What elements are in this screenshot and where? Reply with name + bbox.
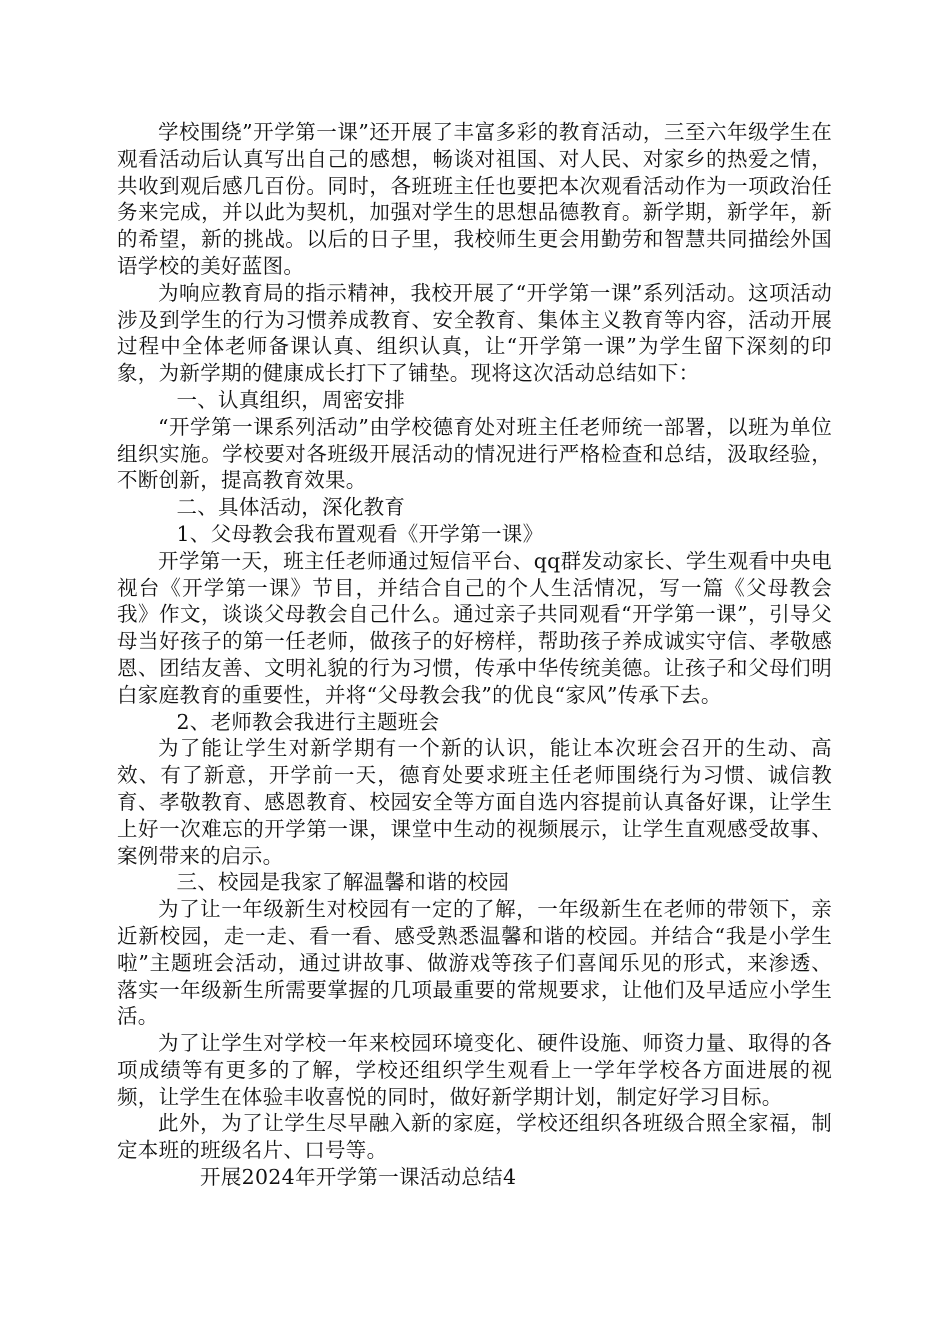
heading-section-3: 三、校园是我家了解温馨和谐的校园 <box>176 870 510 895</box>
paragraph-organization: “开学第一课系列活动”由学校德育处对班主任老师统一部署，以班为单位组织实施。学校要对各班级开展活动的情况进行严格检查和总结，汲取经验，不断创新，提高教育效果。 <box>117 414 832 493</box>
paragraph-response: 为响应教育局的指示精神，我校开展了“开学第一课”系列活动。这项活动涉及到学生的行为习惯养成教育、安全教育、集体主义教育等内容，活动开展过程中全体老师备课认真、组织认真，让“开学第一课”为学生留下深刻的印象，为新学期的健康成长打下了铺垫。现将这次活动总结如下： <box>117 280 832 386</box>
paragraph-class-photo: 此外，为了让学生尽早融入新的家庭，学校还组织各班级合照全家福，制定本班的班级名片、口号等。 <box>117 1111 832 1163</box>
heading-item-2: 2、老师教会我进行主题班会 <box>176 709 440 734</box>
paragraph-parents: 开学第一天，班主任老师通过短信平台、qq群发动家长、学生观看中央电视台《开学第一课》节目，并结合自己的个人生活情况，写一篇《父母教会我》作文，谈谈父母教会自己什么。通过亲子共同观看“开学第一课”，引导父母当好孩子的第一任老师，做孩子的好榜样，帮助孩子养成诚实守信、孝敬感恩、团结友善、文明礼貌的行为习惯，传承中华传统美德。让孩子和父母们明白家庭教育的重要性，并将“父母教会我”的优良“家风”传承下去。 <box>117 548 832 707</box>
paragraph-school-video: 为了让学生对学校一年来校园环境变化、硬件设施、师资力量、取得的各项成绩等有更多的了解，学校还组织学生观看上一学年学校各方面进展的视频，让学生在体验丰收喜悦的同时，做好新学期计划，制定好学习目标。 <box>117 1031 832 1109</box>
heading-item-1: 1、父母教会我布置观看《开学第一课》 <box>176 521 544 546</box>
paragraph-intro-activities: 学校围绕”开学第一课”还开展了丰富多彩的教育活动，三至六年级学生在观看活动后认真写出自己的感想，畅谈对祖国、对人民、对家乡的热爱之情，共收到观后感几百份。同时，各班班主任也要把本次观看活动作为一项政治任务来完成，并以此为契机，加强对学生的思想品德教育。新学期，新学年，新的希望，新的挑战。以后的日子里，我校师生更会用勤劳和智慧共同描绘外国语学校的美好蓝图。 <box>117 120 832 278</box>
paragraph-class-meeting: 为了能让学生对新学期有一个新的认识，能让本次班会召开的生动、高效、有了新意，开学前一天，德育处要求班主任老师围绕行为习惯、诚信教育、孝敬教育、感恩教育、校园安全等方面自选内容提前认真备好课，让学生上好一次难忘的开学第一课，课堂中生动的视频展示，让学生直观感受故事、案例带来的启示。 <box>117 736 832 868</box>
next-article-title: 开展2024年开学第一课活动总结4 <box>200 1165 517 1190</box>
heading-section-1: 一、认真组织，周密安排 <box>176 387 406 412</box>
paragraph-campus-tour: 为了让一年级新生对校园有一定的了解，一年级新生在老师的带领下，亲近新校园，走一走、看一看、感受熟悉温馨和谐的校园。并结合“我是小学生啦”主题班会活动，通过讲故事、做游戏等孩子们喜闻乐见的形式，来渗透、落实一年级新生所需要掌握的几项最重要的常规要求，让他们及早适应小学生活。 <box>117 897 832 1029</box>
heading-section-2: 二、具体活动，深化教育 <box>176 495 406 520</box>
document-body <box>117 119 832 1191</box>
